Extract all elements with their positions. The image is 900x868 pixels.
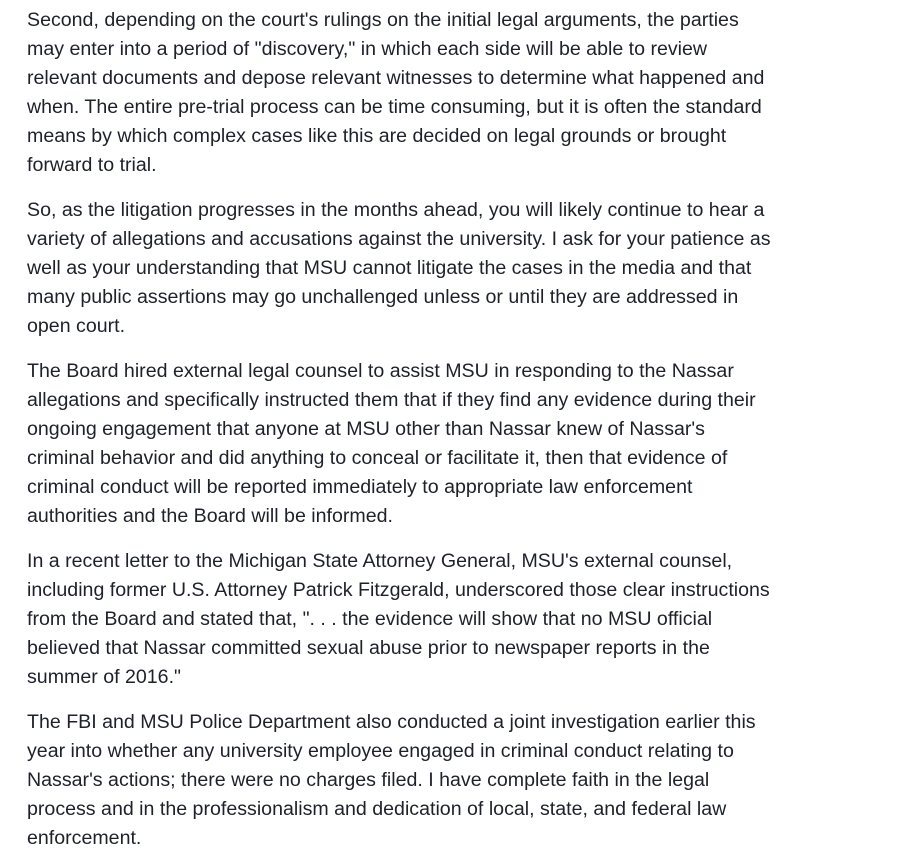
paragraph-board-counsel: The Board hired external legal counsel to assist MSU in responding to the Nassar allegations and specifically instructed them that if they find any evidence during their ongoing engagement that anyone at MSU other than Nassar knew of Nassar's criminal behavior and did anything to conceal or facilitate it, then that evidence of criminal conduct will be reported immediately to appropriate law enforcement authorities and the Board will be informed. <box>27 360 756 527</box>
paragraph-discovery: Second, depending on the court's rulings on the initial legal arguments, the parties may enter into a period of "discovery," in which each side will be able to review relevant documents and depose relevant witnesses to determine what happened and when. The entire pre-trial process can be time consuming, but it is often the standard means by which complex cases like this are decided on legal grounds or brought forward to trial. <box>27 9 765 176</box>
paragraph-litigation: So, as the litigation progresses in the months ahead, you will likely continue to hear a variety of allegations and accusations against the university. I ask for your patience as well as your understanding that MSU cannot litigate the cases in the media and that many public assertions may go unchallenged unless or until they are addressed in open court. <box>27 199 771 337</box>
paragraph-attorney-general-letter: In a recent letter to the Michigan State Attorney General, MSU's external counsel, including former U.S. Attorney Patrick Fitzgerald, underscored those clear instructions from the Board and stated that, ". . . the evidence will show that no MSU official believed that Nassar committed sexual abuse prior to newspaper reports in the summer of 2016." <box>27 550 770 688</box>
paragraph-fbi-investigation: The FBI and MSU Police Department also conducted a joint investigation earlier this year into whether any university employee engaged in criminal conduct relating to Nassar's actions; there were no charges filed. I have complete faith in the legal process and in the professionalism and dedication of local, state, and federal law enforcement. <box>27 711 756 849</box>
